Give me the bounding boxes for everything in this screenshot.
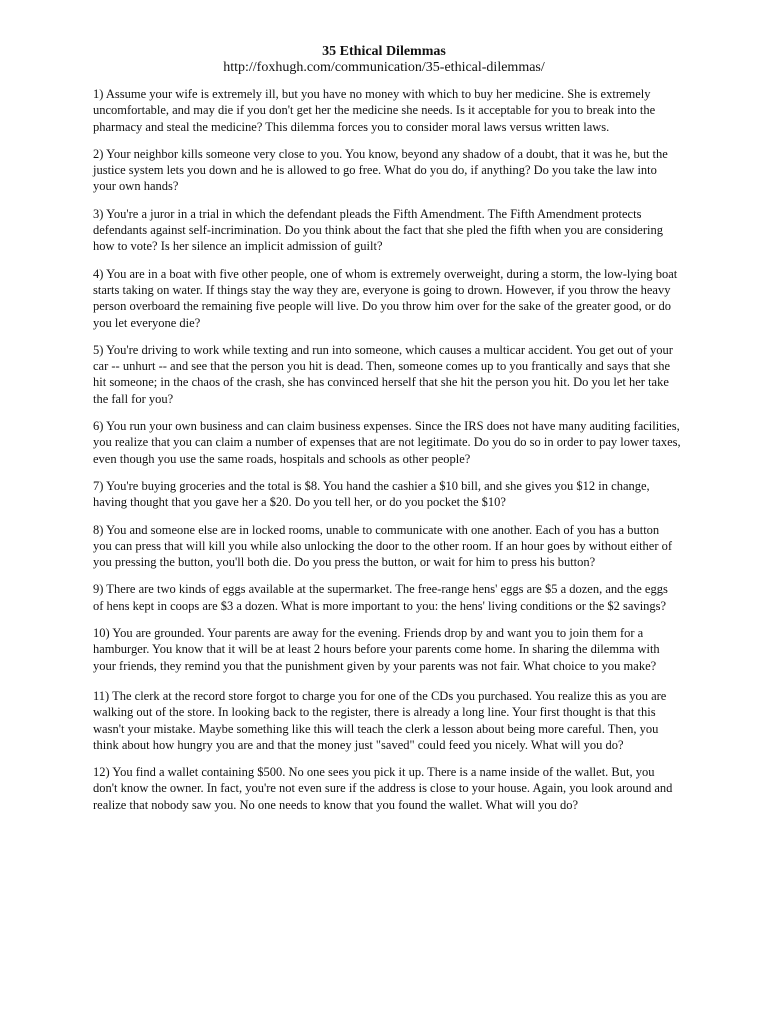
source-url: http://foxhugh.com/communication/35-ethical-dilemmas/ [223, 60, 545, 75]
dilemma-list [93, 86, 681, 824]
dilemma-paragraph-4: 4) You are in a boat with five other people, one of whom is extremely overweight, during a storm, the low-lying boat starts taking on water. If things stay the way they are, everyone is going to drown. However, if you throw the heavy person overboard the remaining five people will live. Do you throw him over for the sake of the greater good, or do you let everyone die? [93, 266, 678, 330]
dilemma-paragraph-2: 2) Your neighbor kills someone very close to you. You know, beyond any shadow of a doubt, that it was he, but the justice system lets you down and he is allowed to go free. What do you do, if anything? Do you take the law into your own hands? [93, 146, 668, 194]
dilemma-paragraph-10: 10) You are grounded. Your parents are away for the evening. Friends drop by and want you to join them for a hamburger. You know that it will be at least 2 hours before your parents come home. In sharing the dilemma with your friends, they remind you that the punishment given by your parents was not fair. What choice to you make? [93, 626, 660, 673]
dilemma-paragraph-6: 6) You run your own business and can claim business expenses. Since the IRS does not have many auditing facilities, you realize that you can claim a number of expenses that are not legitimate. Do you do so in order to pay lower taxes, even though you use the same roads, hospitals and schools as other people? [93, 419, 681, 466]
dilemma-paragraph-7: 7) You're buying groceries and the total is $8. You hand the cashier a $10 bill, and she gives you $12 in change, having thought that you gave her a $20. Do you tell her, or do you pocket the $10? [93, 478, 650, 510]
dilemma-paragraph-8: 8) You and someone else are in locked rooms, unable to communicate with one another. Each of you has a button you can press that will kill you while also unlocking the door to the other room. If an hour goes by without either of you pressing the button, you'll both die. Do you press the button, or wait for him to press his button? [93, 522, 673, 570]
dilemma-paragraph-3: 3) You're a juror in a trial in which the defendant pleads the Fifth Amendment. The Fifth Amendment protects defendants against self-incrimination. Do you think about the fact that she pled the fifth when you are considering how to vote? Is her silence an implicit admission of guilt? [93, 206, 663, 254]
dilemma-paragraph-9: 9) There are two kinds of eggs available at the supermarket. The free-range hens' eggs are $5 a dozen, and the eggs of hens kept in coops are $3 a dozen. What is more important to you: the hens' living conditions or the $2 savings? [93, 582, 668, 613]
document-title: 35 Ethical Dilemmas [322, 44, 446, 59]
dilemma-paragraph-5: 5) You're driving to work while texting and run into someone, which causes a multicar accident. You get out of your car -- unhurt -- and see that the person you hit is dead. Then, someone comes up to you frantically and says that she hit someone; in the chaos of the crash, she has convinced herself that she hit the person you hit. Do you let her take the fall for you? [93, 342, 673, 406]
dilemma-paragraph-1: 1) Assume your wife is extremely ill, but you have no money with which to buy her medicine. She is extremely uncomfortable, and may die if you don't get her the medicine she needs. Is it acceptable for you to break into the pharmacy and steal the medicine? This dilemma forces you to consider moral laws versus written laws. [93, 87, 656, 134]
dilemma-paragraph-11: 11) The clerk at the record store forgot to charge you for one of the CDs you purchased. You realize this as you are walking out of the store. In looking back to the register, there is already a long line. Your first thought is that this wasn't your mistake. Maybe something like this will teach the clerk a lesson about being more careful. Then, you think about how hungry you are and that the money just "saved" could feed you nicely. What will you do? [93, 688, 667, 752]
dilemma-paragraph-12: 12) You find a wallet containing $500. No one sees you pick it up. There is a name inside of the wallet. But, you don't know the owner. In fact, you're not even sure if the address is close to your house. Again, you look around and realize that nobody saw you. No one needs to know that you found the wallet. What will you do? [93, 765, 673, 812]
